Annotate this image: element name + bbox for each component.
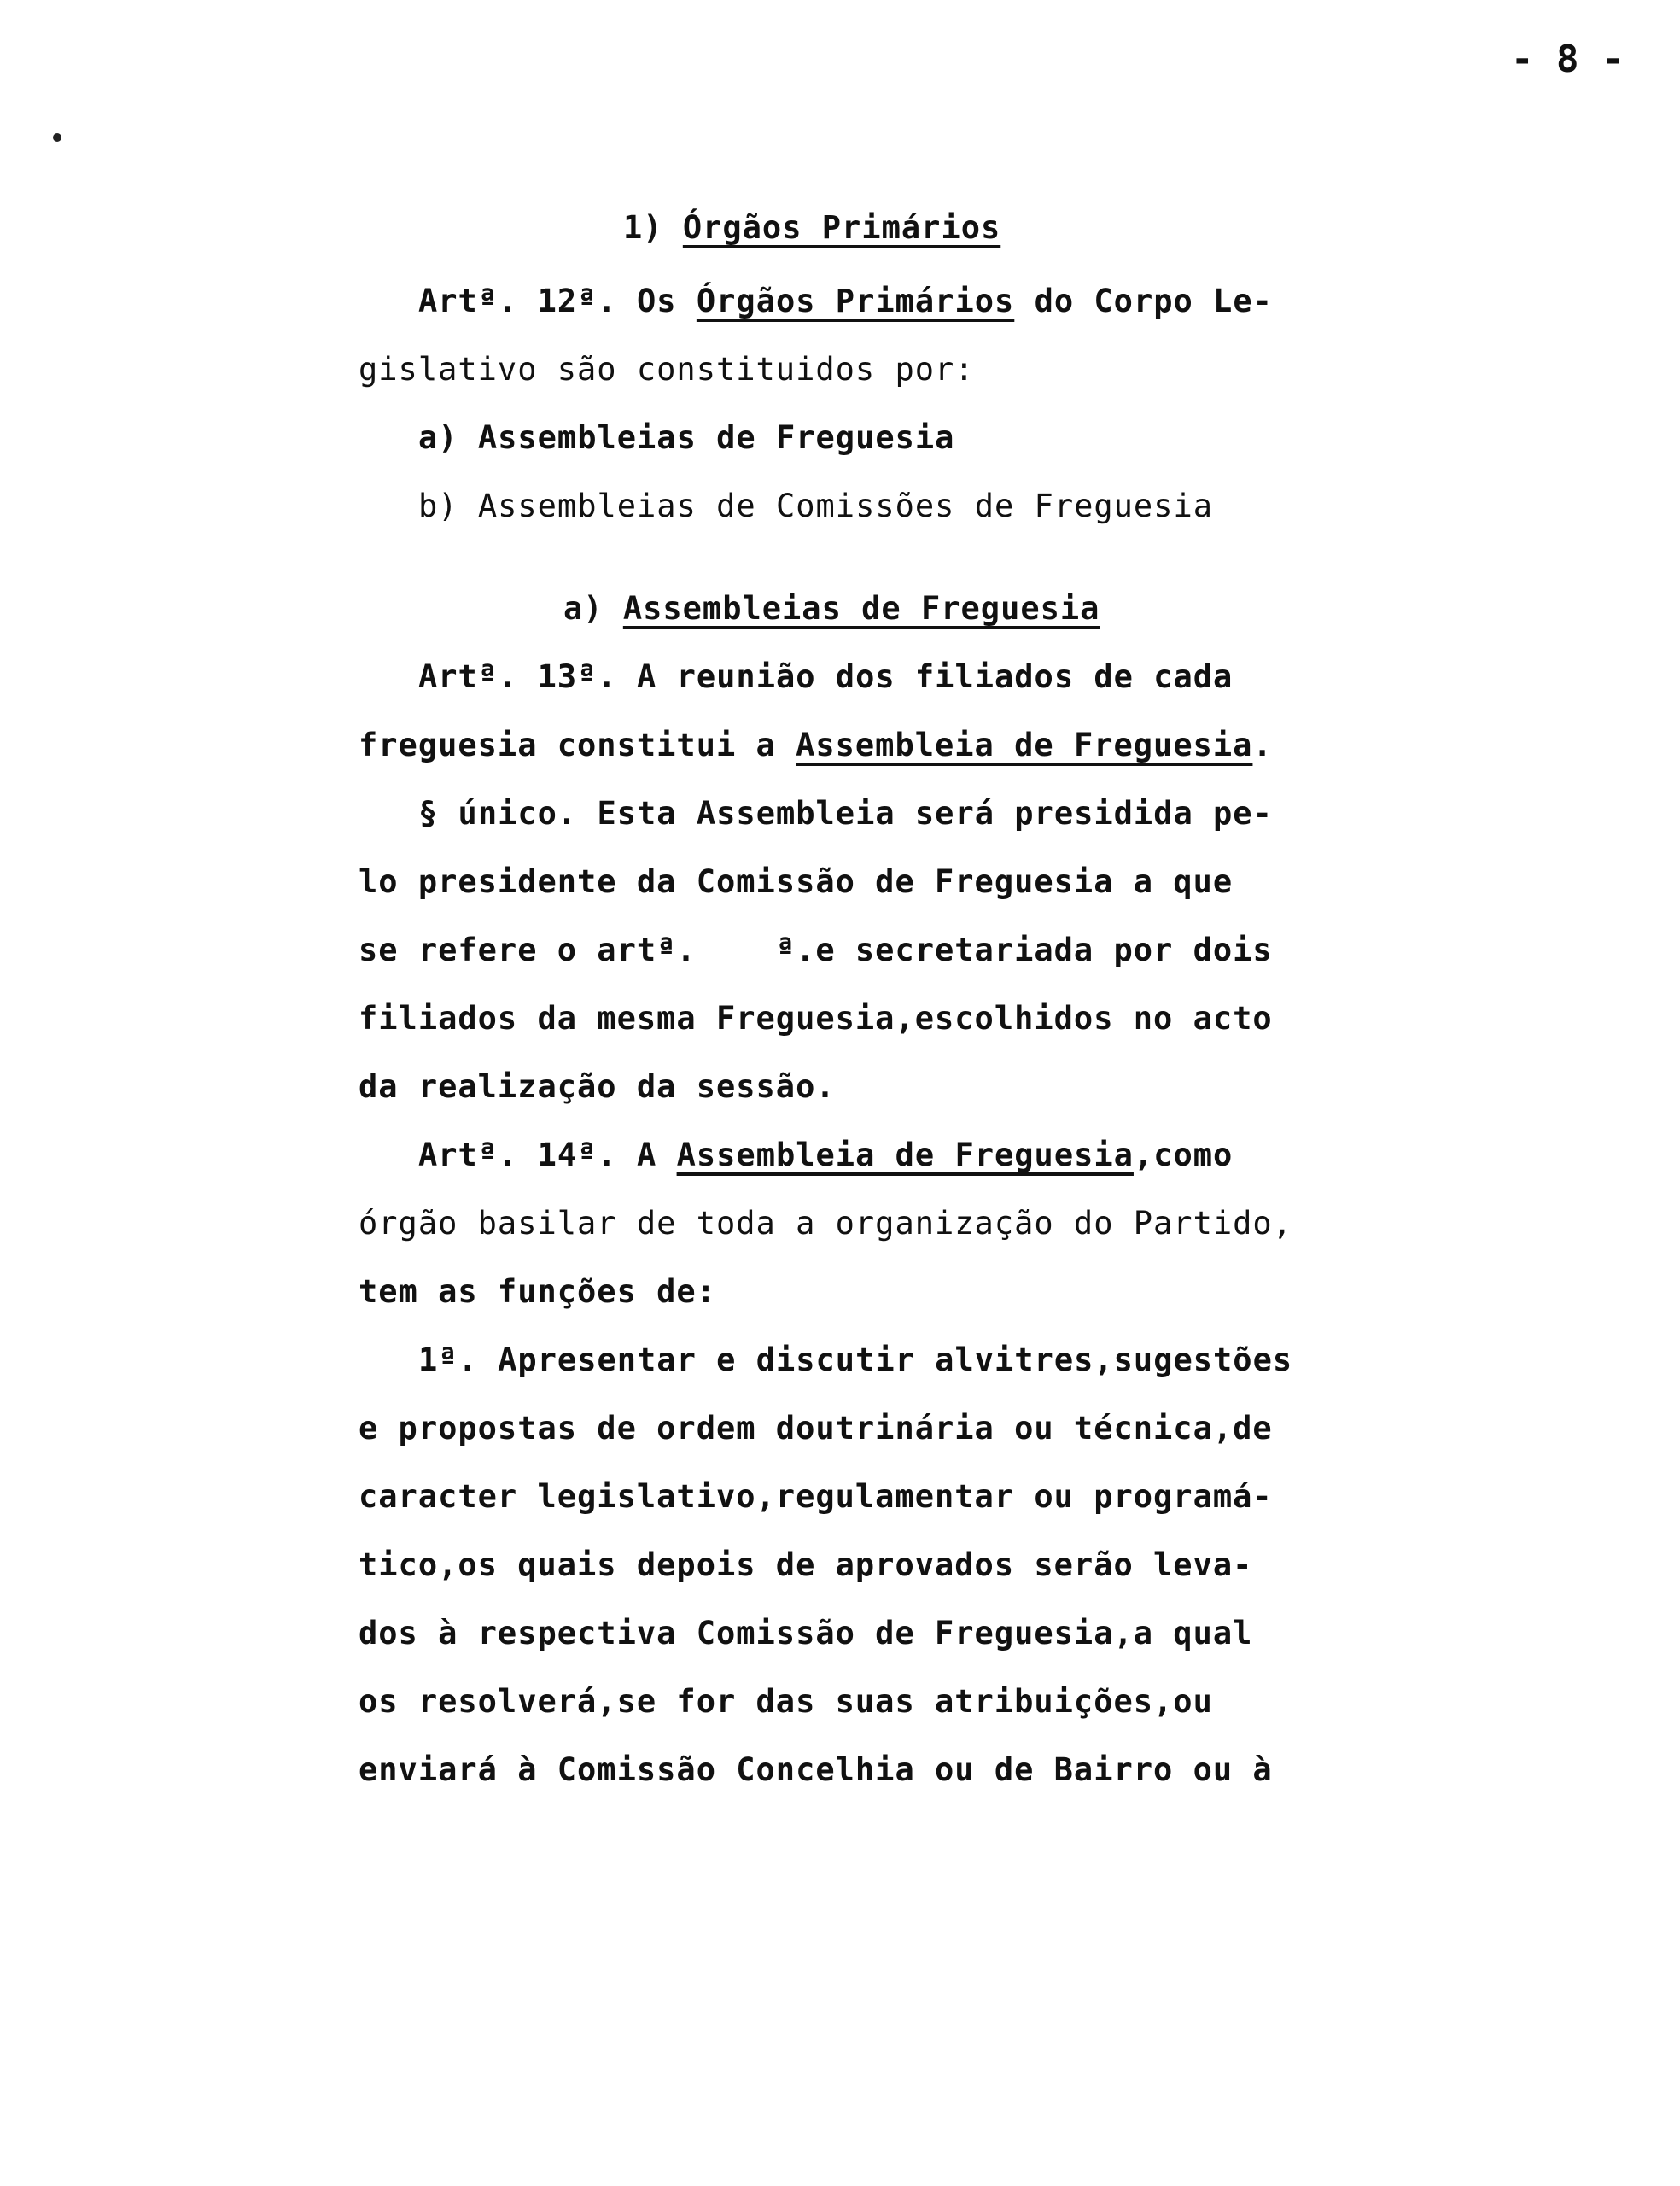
text-run: ,como: [1133, 1137, 1234, 1173]
art14-line-3: tem as funções de:: [359, 1273, 716, 1310]
art12-item-b: b) Assembleias de Comissões de Freguesia: [418, 488, 1214, 524]
text-run: Artª. 14ª. A: [418, 1137, 677, 1173]
text-run: freguesia constitui a: [359, 727, 796, 763]
art12-line-1: [418, 285, 1273, 317]
text-run: Artª. 12ª. Os: [418, 283, 697, 319]
heading-prefix: 1): [623, 209, 683, 246]
function-1-line-3: caracter legislativo,regulamentar ou programá-: [359, 1478, 1273, 1515]
art13-line-2: [359, 729, 1273, 761]
heading-prefix: a): [563, 590, 623, 627]
function-1-line-6: os resolverá,se for das suas atribuições,ou: [359, 1683, 1213, 1720]
paragraph-unico-line-3: se refere o artª. ª.e secretariada por dois: [359, 932, 1273, 968]
function-1-line-4: tico,os quais depois de aprovados serão leva-: [359, 1546, 1253, 1583]
function-1-line-7: enviará à Comissão Concelhia ou de Bairro ou à: [359, 1751, 1273, 1788]
art12-item-a: a) Assembleias de Freguesia: [418, 419, 955, 456]
section-heading-orgaos-primarios: [623, 209, 1001, 246]
heading-title: Assembleias de Freguesia: [622, 590, 1100, 627]
section-heading-assembleias: [563, 590, 1100, 627]
function-1-line-5: dos à respectiva Comissão de Freguesia,a qual: [359, 1615, 1253, 1651]
function-1-line-1: 1ª. Apresentar e discutir alvitres,sugestões: [418, 1341, 1293, 1378]
art14-line-2: órgão basilar de toda a organização do Partido,: [359, 1205, 1292, 1242]
heading-title: Órgãos Primários: [682, 209, 1001, 246]
paragraph-unico-line-2: lo presidente da Comissão de Freguesia a que: [359, 863, 1234, 900]
art12-line-2: gislativo são constituidos por:: [359, 351, 975, 388]
text-run: .: [1252, 727, 1273, 763]
paragraph-unico-line-4: filiados da mesma Freguesia,escolhidos no acto: [359, 1000, 1273, 1037]
underlined-term: Assembleia de Freguesia: [676, 1137, 1134, 1173]
page-number: - 8 -: [1511, 38, 1625, 81]
paragraph-unico-line-1: § único. Esta Assembleia será presidida pe-: [418, 795, 1273, 832]
art13-line-1: Artª. 13ª. A reunião dos filiados de cada: [418, 658, 1234, 695]
text-run: do Corpo Le-: [1014, 283, 1273, 319]
margin-mark: [53, 133, 61, 142]
function-1-line-2: e propostas de ordem doutrinária ou técnica,de: [359, 1410, 1273, 1447]
underlined-term: Assembleia de Freguesia: [796, 727, 1253, 763]
underlined-term: Órgãos Primários: [696, 283, 1015, 319]
art14-line-1: [418, 1139, 1233, 1171]
paragraph-unico-line-5: da realização da sessão.: [359, 1068, 836, 1105]
